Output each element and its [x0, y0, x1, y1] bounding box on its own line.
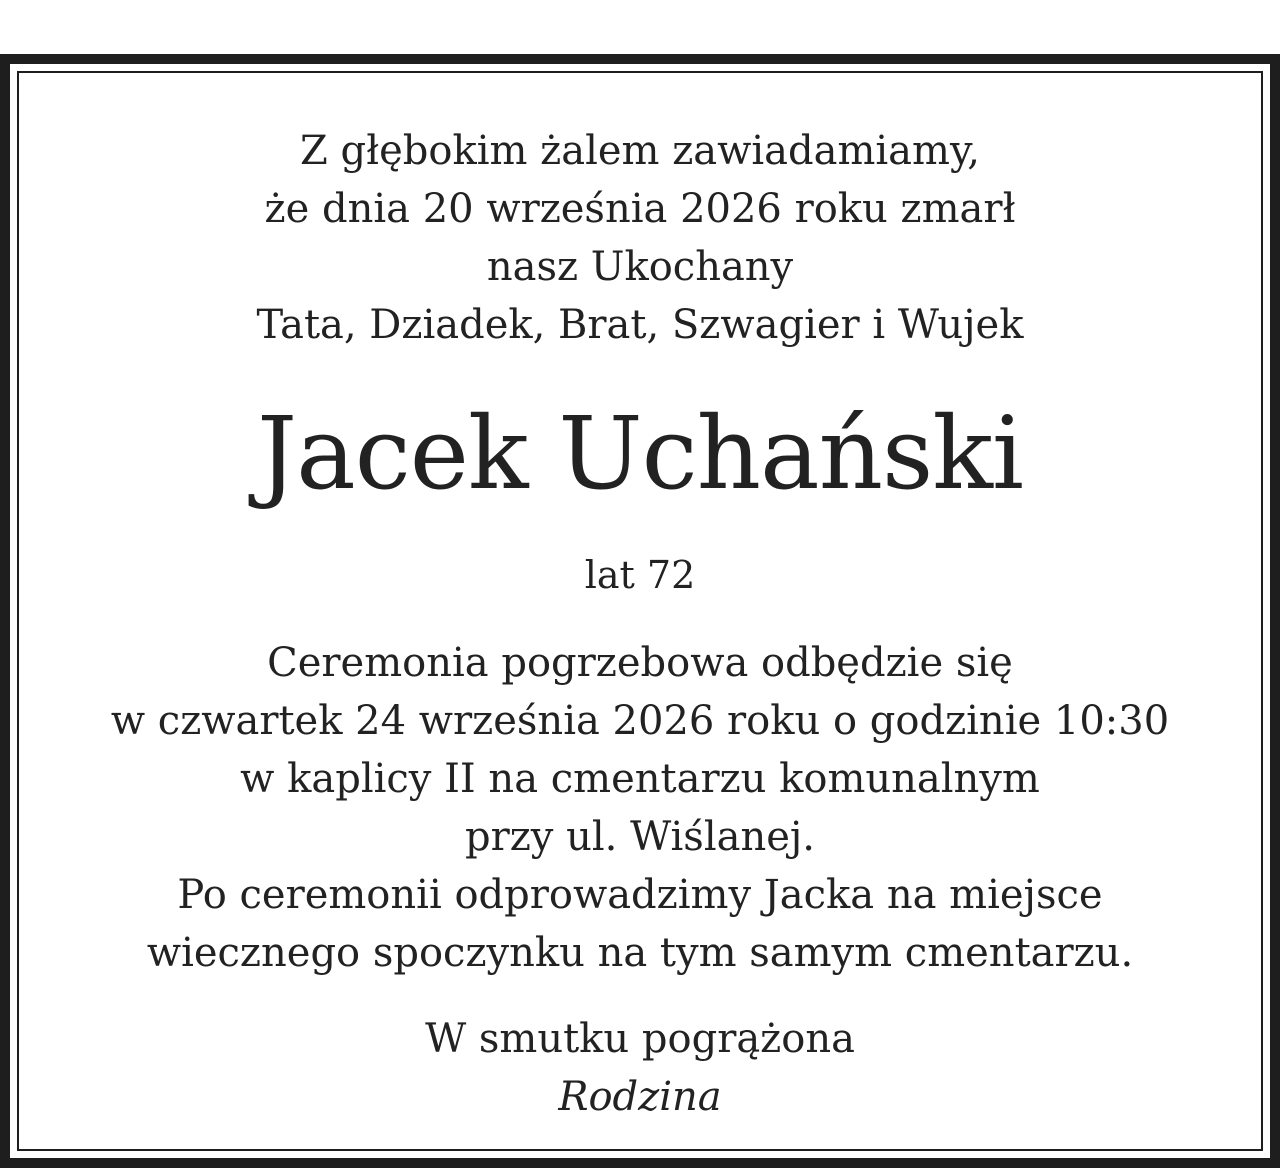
deceased-age: lat 72	[584, 553, 696, 597]
signoff-family: Rodzina	[558, 1074, 722, 1120]
signoff	[10, 1010, 1270, 1126]
ceremony-line: w czwartek 24 września 2026 roku o godzinie 10:30	[110, 698, 1170, 744]
signoff-line: W smutku pogrążona	[425, 1016, 855, 1062]
intro-line: Z głębokim żalem zawiadamiamy,	[300, 128, 980, 174]
ceremony-line: wiecznego spoczynku na tym samym cmentarzu.	[146, 930, 1134, 976]
ceremony-line: Ceremonia pogrzebowa odbędzie się	[267, 640, 1013, 686]
intro-line: że dnia 20 września 2026 roku zmarł	[264, 186, 1016, 232]
notice-outer-border	[0, 54, 1280, 1168]
intro-line: Tata, Dziadek, Brat, Szwagier i Wujek	[256, 302, 1024, 348]
deceased-name: Jacek Uchański	[257, 395, 1023, 512]
ceremony-line: przy ul. Wiślanej.	[464, 814, 816, 860]
ceremony-line: Po ceremonii odprowadzimy Jacka na miejsce	[177, 872, 1103, 918]
intro-line: nasz Ukochany	[486, 244, 794, 290]
ceremony-details	[10, 634, 1270, 982]
ceremony-line: w kaplicy II na cmentarzu komunalnym	[240, 756, 1040, 802]
announcement-intro	[10, 122, 1270, 354]
